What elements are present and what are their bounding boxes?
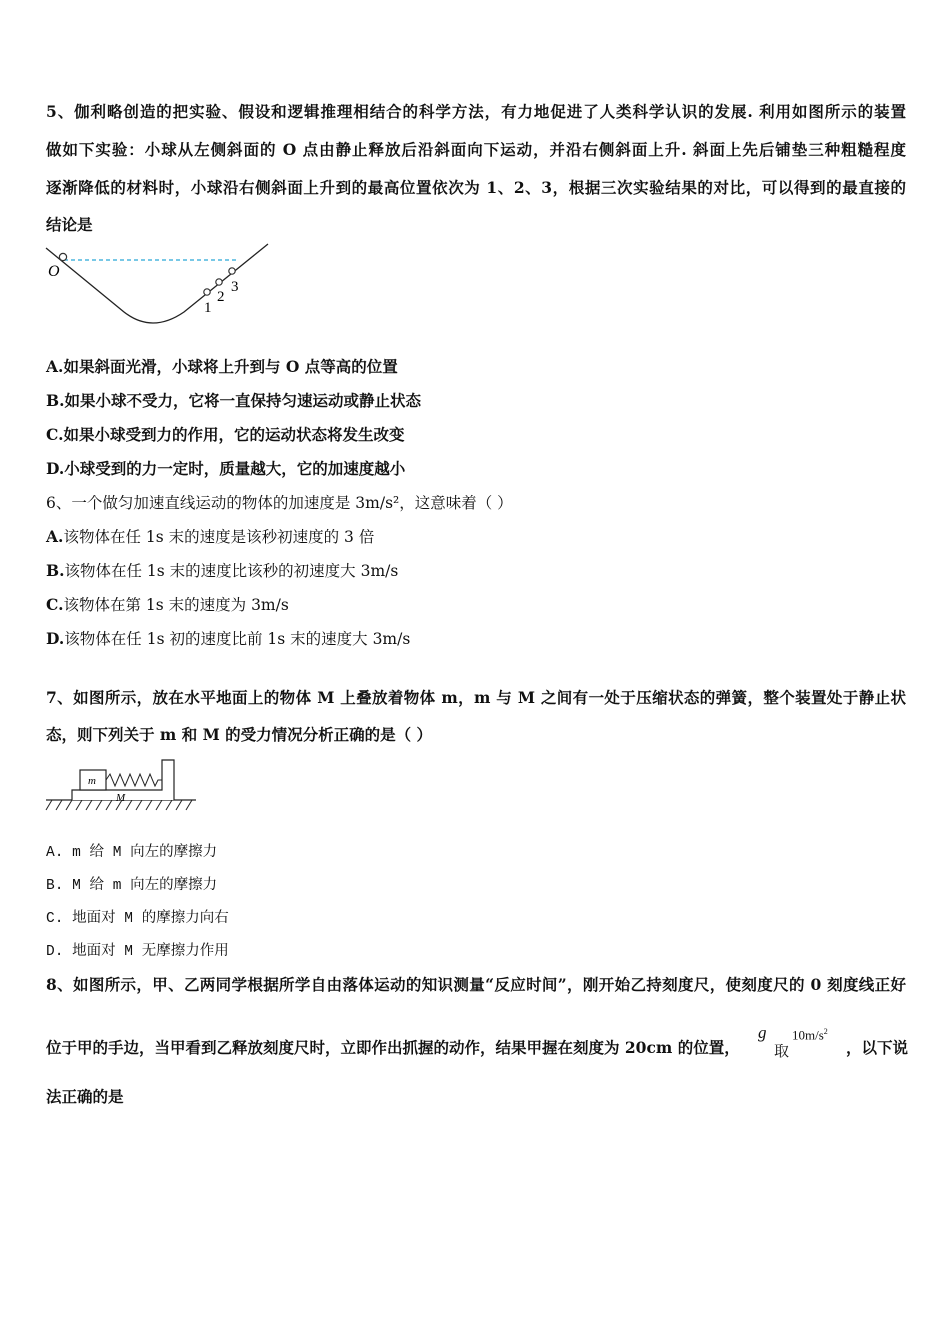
incline-figure xyxy=(44,240,274,332)
label-big-m: M xyxy=(116,792,126,804)
label-1: 1 xyxy=(204,300,212,316)
q6-option-a[interactable]: A.该物体在任 1s 末的速度是该秒初速度的 3 倍 xyxy=(46,527,375,546)
q6-option-b[interactable]: B.该物体在任 1s 末的速度比该秒的初速度大 3m/s xyxy=(46,561,399,580)
ball-start xyxy=(59,253,66,260)
ball-position-2 xyxy=(216,279,222,285)
q7-stem-line-1: 7、如图所示，放在水平地面上的物体 M 上叠放着物体 m，m 与 M 之间有一处于压缩状态的弹簧，整个装置处于静止状 xyxy=(46,688,906,707)
ball-position-1 xyxy=(204,289,210,295)
formula-g: g xyxy=(758,1023,767,1042)
q6-option-c[interactable]: C.该物体在第 1s 末的速度为 3m/s xyxy=(46,595,289,614)
label-3: 3 xyxy=(231,279,239,295)
q7-option-d[interactable]: D. 地面对 M 无摩擦力作用 xyxy=(46,944,229,960)
q5-stem-line-1: 5、伽利略创造的把实验、假设和逻辑推理相结合的科学方法，有力地促进了人类科学认识的发展. 利用如图所示的装置 xyxy=(46,102,906,121)
q8-stem-line-3: 法正确的是 xyxy=(46,1087,124,1106)
q8-stem-line-2: 位于甲的手边，当甲看到乙释放刻度尺时，立即作出抓握的动作，结果甲握在刻度为 20cm 的位置， xyxy=(46,1038,740,1057)
q5-stem-line-4: 结论是 xyxy=(46,215,93,234)
q5-option-b[interactable]: B.如果小球不受力，它将一直保持匀速运动或静止状态 xyxy=(46,391,422,410)
q8-stem-line-1: 8、如图所示，甲、乙两同学根据所学自由落体运动的知识测量“反应时间”，刚开始乙持刻度尺，使刻度尺的 0 刻度线正好 xyxy=(46,975,906,994)
label-small-m: m xyxy=(88,775,96,787)
q6-stem: 6、一个做匀加速直线运动的物体的加速度是 3m/s²，这意味着（ ） xyxy=(46,494,513,512)
label-2: 2 xyxy=(217,289,225,305)
ball-position-3 xyxy=(229,268,235,274)
q8-stem-line-2-end: ，以下说 xyxy=(846,1038,909,1057)
compressed-spring xyxy=(106,774,162,786)
q5-option-c[interactable]: C.如果小球受到力的作用，它的运动状态将发生改变 xyxy=(46,425,405,444)
q7-stem-line-2: 态，则下列关于 m 和 M 的受力情况分析正确的是（ ） xyxy=(46,725,433,744)
q5-option-d[interactable]: D.小球受到的力一定时，质量越大，它的加速度越小 xyxy=(46,459,406,478)
spring-block-figure xyxy=(44,756,200,814)
q5-stem-line-3: 逐渐降低的材料时，小球沿右侧斜面上升到的最高位置依次为 1、2、3，根据三次实验结果的对比，可以得到的最直接的 xyxy=(46,178,906,197)
formula-qu: 取 xyxy=(774,1042,790,1060)
q5-option-a[interactable]: A.如果斜面光滑，小球将上升到与 O 点等高的位置 xyxy=(46,357,398,376)
q5-stem-line-2: 做如下实验：小球从左侧斜面的 O 点由静止释放后沿斜面向下运动，并沿右侧斜面上升. 斜面上先后铺垫三种粗糙程度 xyxy=(46,140,906,159)
q7-option-c[interactable]: C. 地面对 M 的摩擦力向右 xyxy=(46,911,229,927)
formula-value: $10m/s^2$ xyxy=(792,1027,828,1043)
q6-option-d[interactable]: D.该物体在任 1s 初的速度比前 1s 末的速度大 3m/s xyxy=(46,629,411,648)
q7-option-a[interactable]: A. m 给 M 向左的摩擦力 xyxy=(46,845,218,861)
label-o: O xyxy=(48,263,60,280)
q7-option-b[interactable]: B. M 给 m 向左的摩擦力 xyxy=(46,878,218,894)
